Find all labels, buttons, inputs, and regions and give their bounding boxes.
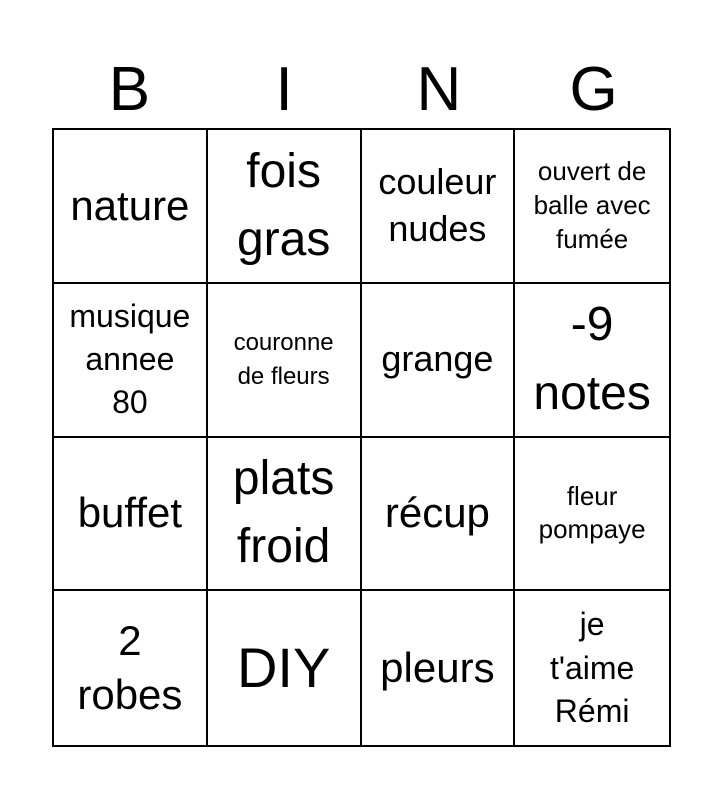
bingo-cell-r1-c4[interactable] [515, 130, 669, 284]
header-letter-i: I [275, 55, 293, 124]
bingo-cell-r4-c3[interactable] [362, 591, 516, 745]
bingo-cell-text: 2 robes [77, 616, 183, 719]
bingo-cell-r3-c1[interactable] [54, 438, 208, 592]
bingo-cell-text: plats froid [232, 452, 335, 574]
header-letter-n: N [416, 55, 462, 124]
bingo-cell-text: récup [384, 489, 490, 537]
bingo-cell-r1-c3[interactable] [362, 130, 516, 284]
header-letter-g: G [569, 55, 618, 124]
bingo-cell-text: ouvert de balle avec fumée [533, 156, 651, 254]
bingo-cell-text: fleur pompaye [538, 480, 646, 545]
bingo-cell-text: -9 notes [533, 298, 651, 420]
bingo-cell-r1-c1[interactable] [54, 130, 208, 284]
bingo-cell-text: pleurs [380, 643, 495, 691]
bingo-cell-text: fois gras [236, 144, 331, 266]
bingo-cell-r2-c1[interactable] [54, 284, 208, 438]
bingo-cell-r2-c2[interactable] [208, 284, 362, 438]
bingo-cell-text: je t'aime Rémi [549, 606, 635, 729]
bingo-cell-r2-c4[interactable] [515, 284, 669, 438]
bingo-board [52, 128, 671, 747]
bingo-cell-text: musique annee 80 [69, 297, 191, 421]
bingo-cell-r4-c4[interactable] [515, 591, 669, 745]
bingo-cell-text: nature [70, 181, 190, 229]
bingo-cell-text: couronne de fleurs [233, 329, 334, 390]
bingo-header [52, 52, 671, 128]
bingo-cell-r3-c3[interactable] [362, 438, 516, 592]
bingo-cell-r4-c1[interactable] [54, 591, 208, 745]
header-letter-b: B [108, 55, 151, 124]
bingo-cell-text: buffet [77, 489, 183, 537]
bingo-cell-r3-c4[interactable] [515, 438, 669, 592]
bingo-cell-r3-c2[interactable] [208, 438, 362, 592]
bingo-cell-r4-c2[interactable] [208, 591, 362, 745]
bingo-cell-r1-c2[interactable] [208, 130, 362, 284]
bingo-cell-text: grange [381, 338, 494, 380]
bingo-cell-text: couleur nudes [378, 161, 497, 249]
bingo-cell-text: DIY [236, 635, 331, 699]
bingo-cell-r2-c3[interactable] [362, 284, 516, 438]
